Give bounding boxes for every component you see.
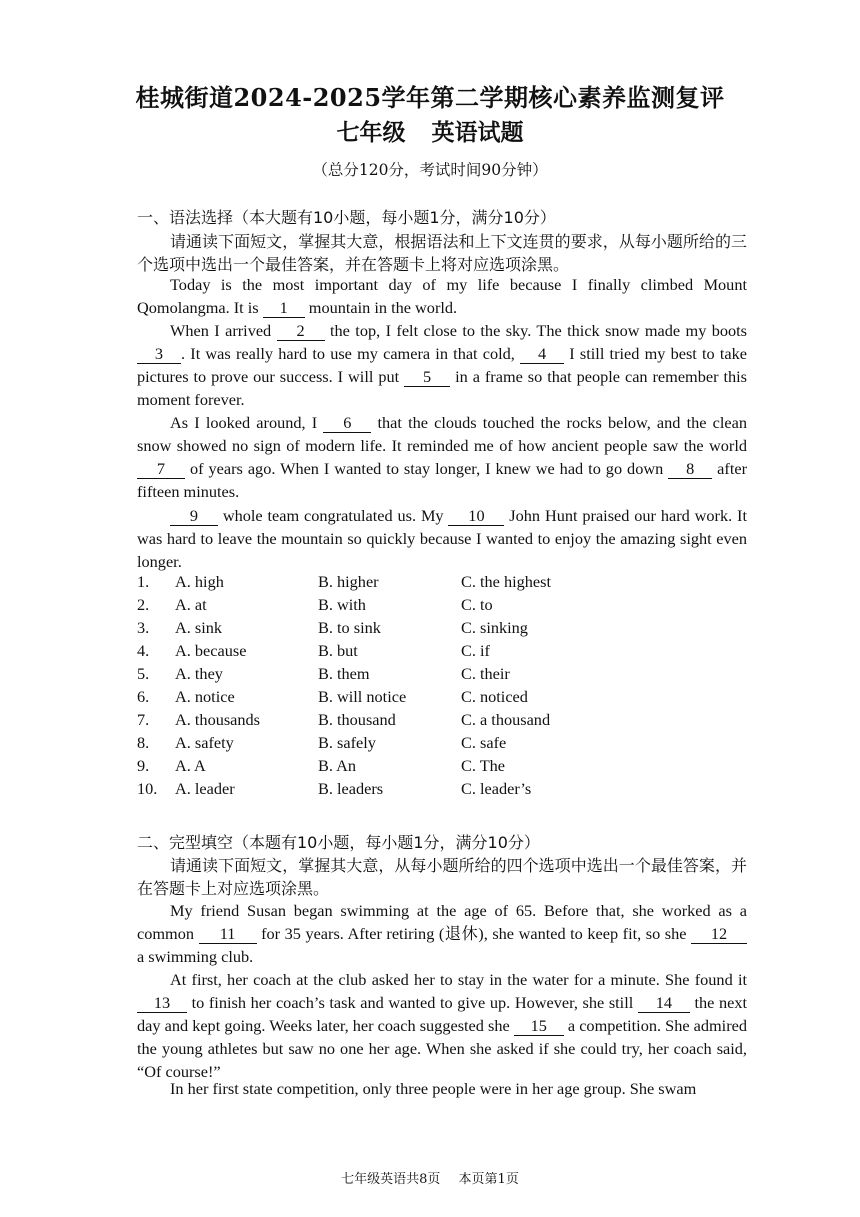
passage1-paragraph-1: Today is the most important day of my life because I finally climbed Mount Qomolangma. It is 1 mountain in the world. <box>137 275 747 317</box>
section1-heading: 一、语法选择（本大题有10小题，每小题1分，满分10分） <box>137 208 556 227</box>
blank-1: 1 <box>263 299 305 318</box>
blank-2: 2 <box>277 322 325 341</box>
blank-11: 11 <box>199 925 257 944</box>
blank-6: 6 <box>323 414 371 433</box>
passage2-paragraph-3: In her first state competition, only three people were in her age group. She swam <box>170 1079 697 1098</box>
passage2-paragraph-1: My friend Susan began swimming at the age of 65. Before that, she worked as a common 11 for 35 years. After retiring (退休), she wanted to keep fit, so she 12 a swimming club. <box>137 901 747 966</box>
passage2-paragraph-2: At first, her coach at the club asked her to stay in the water for a minute. She found it 13 to finish her coach’s task and wanted to give up. However, she still 14 the next day and kept going. Weeks later, her coach suggested she 15 a competition. She admired the young athletes but saw no one her age. When she asked if she could try, her coach said, “Of course!” <box>137 970 747 1081</box>
blank-12: 12 <box>691 925 747 944</box>
blank-7: 7 <box>137 460 185 479</box>
page-footer: 七年级英语共8页 本页第1页 <box>341 1172 519 1187</box>
blank-15: 15 <box>514 1017 564 1036</box>
section2-heading: 二、完型填空（本题有10小题，每小题1分，满分10分） <box>137 833 540 852</box>
passage1-paragraph-2: When I arrived 2 the top, I felt close to the sky. The thick snow made my boots 3 . It was really hard to use my camera in that cold, 4 I still tried my best to take pictures to prove our success. I will put 5 in a frame so that people can remember this moment forever. <box>137 321 748 409</box>
exam-note: （总分120分，考试时间90分钟） <box>312 161 548 179</box>
passage1-paragraph-4: 9 whole team congratulated us. My 10 John Hunt praised our hard work. It was hard to leave the mountain so quickly because I wanted to enjoy the amazing sight even longer. <box>137 506 747 571</box>
blank-9: 9 <box>170 507 218 526</box>
blank-5: 5 <box>404 368 450 387</box>
blank-10: 10 <box>448 507 504 526</box>
blank-4: 4 <box>520 345 564 364</box>
blank-13: 13 <box>137 994 187 1013</box>
exam-page: 桂城街道2024-2025学年第二学期核心素养监测复评 七年级 英语试题 （总分120分，考试时间90分钟） 一、语法选择（本大题有10小题，每小题1分，满分10分） 请通读下面短文，掌握其大意，根据语法和上下文连贯的要求，从每小题所给的三个选项中选出一个最佳答案，并在答题卡上将对应选项涂黑。 Today is the most important day of my life because I finally climbed Mount Qomolangma. It is 1 mountain in the world. When I arrived 2 the top, I felt close to the sky. The thick snow made my boots 3 . It was really hard to use my camera in that cold, 4 I still tried my best to take pictures to prove our success. I will put 5 in a frame so that people can remember this moment forever. As I looked around, I 6 that the clouds touched the rocks below, and the clean snow showed no sign of modern life. It reminded me of how ancient people saw the world 7 of years ago. When I wanted to stay longer, I knew we had to go down 8 after fifteen minutes. 9 whole team congratulated us. My 10 John Hunt praised our hard work. It was hard to leave the mountain so quickly because I wanted to enjoy the amazing sight even longer. 1. A. high B. higher C. the highest 2. A. at B. with C. to 3. A. sink B. to sink C. sinking 4. A. because B. but C. if 5. A. they B. them C. their 6. A. notice B. will notice C. noticed 7. A. thousands B. thousand C. a thousand 8. A. safety B. safely C. safe 9. A. A B. An C. The 10. A. leader B. leaders C. leader’s 二、完型填空（本题有10小题，每小题1分，满分10分） 请通读下面短文，掌握其大意，从每小题所给的四个选项中选出一个最佳答案，并在答题卡上对应选项涂黑。 My friend Susan began swimming at the age of 65. Before that, she worked as a common 11 for 35 years. After retiring (退休), she wanted to keep fit, so she 12 a swimming club. At first, her coach at the club asked her to stay in the water for a minute. She found it 13 to finish her coach’s task and wanted to give up. However, she still 14 the next day and kept going. Weeks later, her coach suggested she 15 a competition. She admired the young athletes but saw no one her age. When she asked if she could try, her coach said, “Of course!” In her first state competition, only three people were in her age group. She swam 七年级英语共8页 本页第1页 <box>0 0 860 1217</box>
section1-instruction: 请通读下面短文，掌握其大意，根据语法和上下文连贯的要求，从每小题所给的三个选项中选出一个最佳答案，并在答题卡上将对应选项涂黑。 <box>137 232 747 274</box>
blank-3: 3 <box>137 345 181 364</box>
section2-instruction: 请通读下面短文，掌握其大意，从每小题所给的四个选项中选出一个最佳答案，并在答题卡上对应选项涂黑。 <box>137 856 747 898</box>
blank-8: 8 <box>668 460 712 479</box>
exam-title: 桂城街道2024-2025学年第二学期核心素养监测复评 <box>135 83 725 112</box>
passage1-paragraph-3: As I looked around, I 6 that the clouds touched the rocks below, and the clean snow showed no sign of modern life. It reminded me of how ancient people saw the world 7 of years ago. When I wanted to stay longer, I knew we had to go down 8 after fifteen minutes. <box>137 413 747 501</box>
exam-subtitle: 七年级 英语试题 <box>336 119 524 146</box>
blank-14: 14 <box>638 994 690 1013</box>
